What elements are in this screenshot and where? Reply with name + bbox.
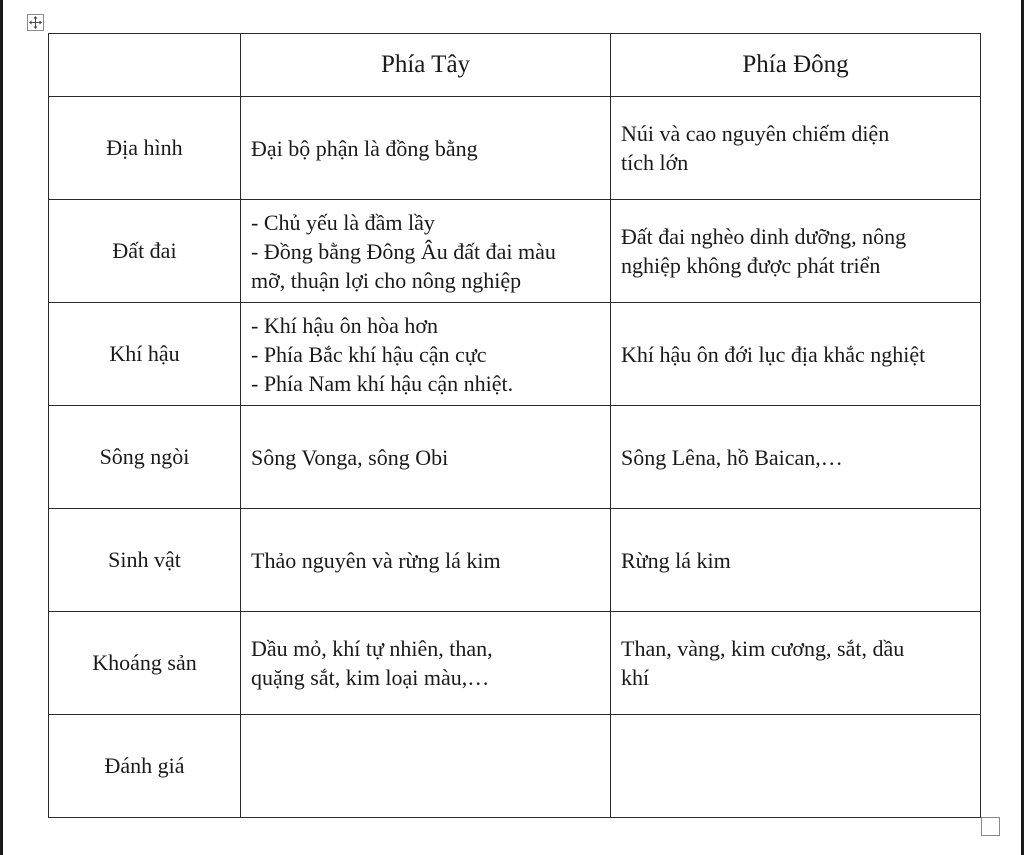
cell-east[interactable]	[611, 509, 981, 612]
cell-text-line: Than, vàng, kim cương, sắt, dầu	[621, 636, 905, 661]
row-label: Địa hình	[49, 97, 241, 200]
cell-east[interactable]	[611, 406, 981, 509]
table-row	[49, 406, 981, 509]
cell-text-line: - Phía Bắc khí hậu cận cực	[251, 341, 487, 367]
cell-east[interactable]	[611, 612, 981, 715]
cell-west[interactable]	[241, 612, 611, 715]
cell-text-line: - Chủ yếu là đầm lầy	[251, 209, 435, 235]
table-header-row	[49, 34, 981, 97]
cell-text-line: mỡ, thuận lợi cho nông nghiệp	[251, 267, 522, 293]
header-west: Phía Tây	[241, 34, 611, 97]
cell-text-line: Sông Vonga, sông Obi	[251, 444, 449, 470]
table-row	[49, 303, 981, 406]
cell-text-line: tích lớn	[621, 150, 689, 175]
cell-text-line: nghiệp không được phát triển	[621, 253, 881, 278]
table-row	[49, 509, 981, 612]
cell-text-line: Sông Lêna, hồ Baican,…	[621, 444, 843, 470]
cell-text-line: Rừng lá kim	[621, 547, 731, 573]
cell-text-line: Đại bộ phận là đồng bằng	[251, 135, 478, 161]
cell-west[interactable]	[241, 200, 611, 303]
table-row	[49, 612, 981, 715]
cell-text-line: Thảo nguyên và rừng lá kim	[251, 547, 501, 573]
cell-text-line: Núi và cao nguyên chiếm diện	[621, 121, 890, 146]
cell-west[interactable]	[241, 509, 611, 612]
cell-east[interactable]	[611, 303, 981, 406]
cell-text-line: quặng sắt, kim loại màu,…	[251, 665, 490, 690]
table-move-handle-icon[interactable]	[27, 14, 44, 31]
cell-west[interactable]	[241, 715, 611, 818]
row-label: Sông ngòi	[49, 406, 241, 509]
window-edge-left	[0, 0, 3, 855]
cell-west[interactable]	[241, 303, 611, 406]
header-east: Phía Đông	[611, 34, 981, 97]
cell-text-line: Khí hậu ôn đới lục địa khắc nghiệt	[621, 341, 926, 367]
row-label: Khí hậu	[49, 303, 241, 406]
row-label: Đánh giá	[49, 715, 241, 818]
cell-west[interactable]	[241, 406, 611, 509]
table-body	[49, 97, 981, 818]
comparison-table	[48, 33, 981, 818]
cell-east[interactable]	[611, 97, 981, 200]
cell-west[interactable]	[241, 97, 611, 200]
header-corner-cell	[49, 34, 241, 97]
cell-text-line: Đất đai nghèo dinh dưỡng, nông	[621, 224, 907, 249]
row-label: Đất đai	[49, 200, 241, 303]
cell-east[interactable]	[611, 200, 981, 303]
row-label: Sinh vật	[49, 509, 241, 612]
table-row	[49, 200, 981, 303]
cell-text-line: - Đồng bằng Đông Âu đất đai màu	[251, 238, 556, 264]
row-label: Khoáng sản	[49, 612, 241, 715]
cell-text-line: - Phía Nam khí hậu cận nhiệt.	[251, 370, 514, 396]
table-row	[49, 97, 981, 200]
cell-text-line: - Khí hậu ôn hòa hơn	[251, 312, 438, 338]
table-resize-handle-icon[interactable]	[981, 817, 1000, 836]
table-row	[49, 715, 981, 818]
cell-text-line: Dầu mỏ, khí tự nhiên, than,	[251, 636, 493, 661]
cell-text-line: khí	[621, 665, 650, 690]
cell-east[interactable]	[611, 715, 981, 818]
